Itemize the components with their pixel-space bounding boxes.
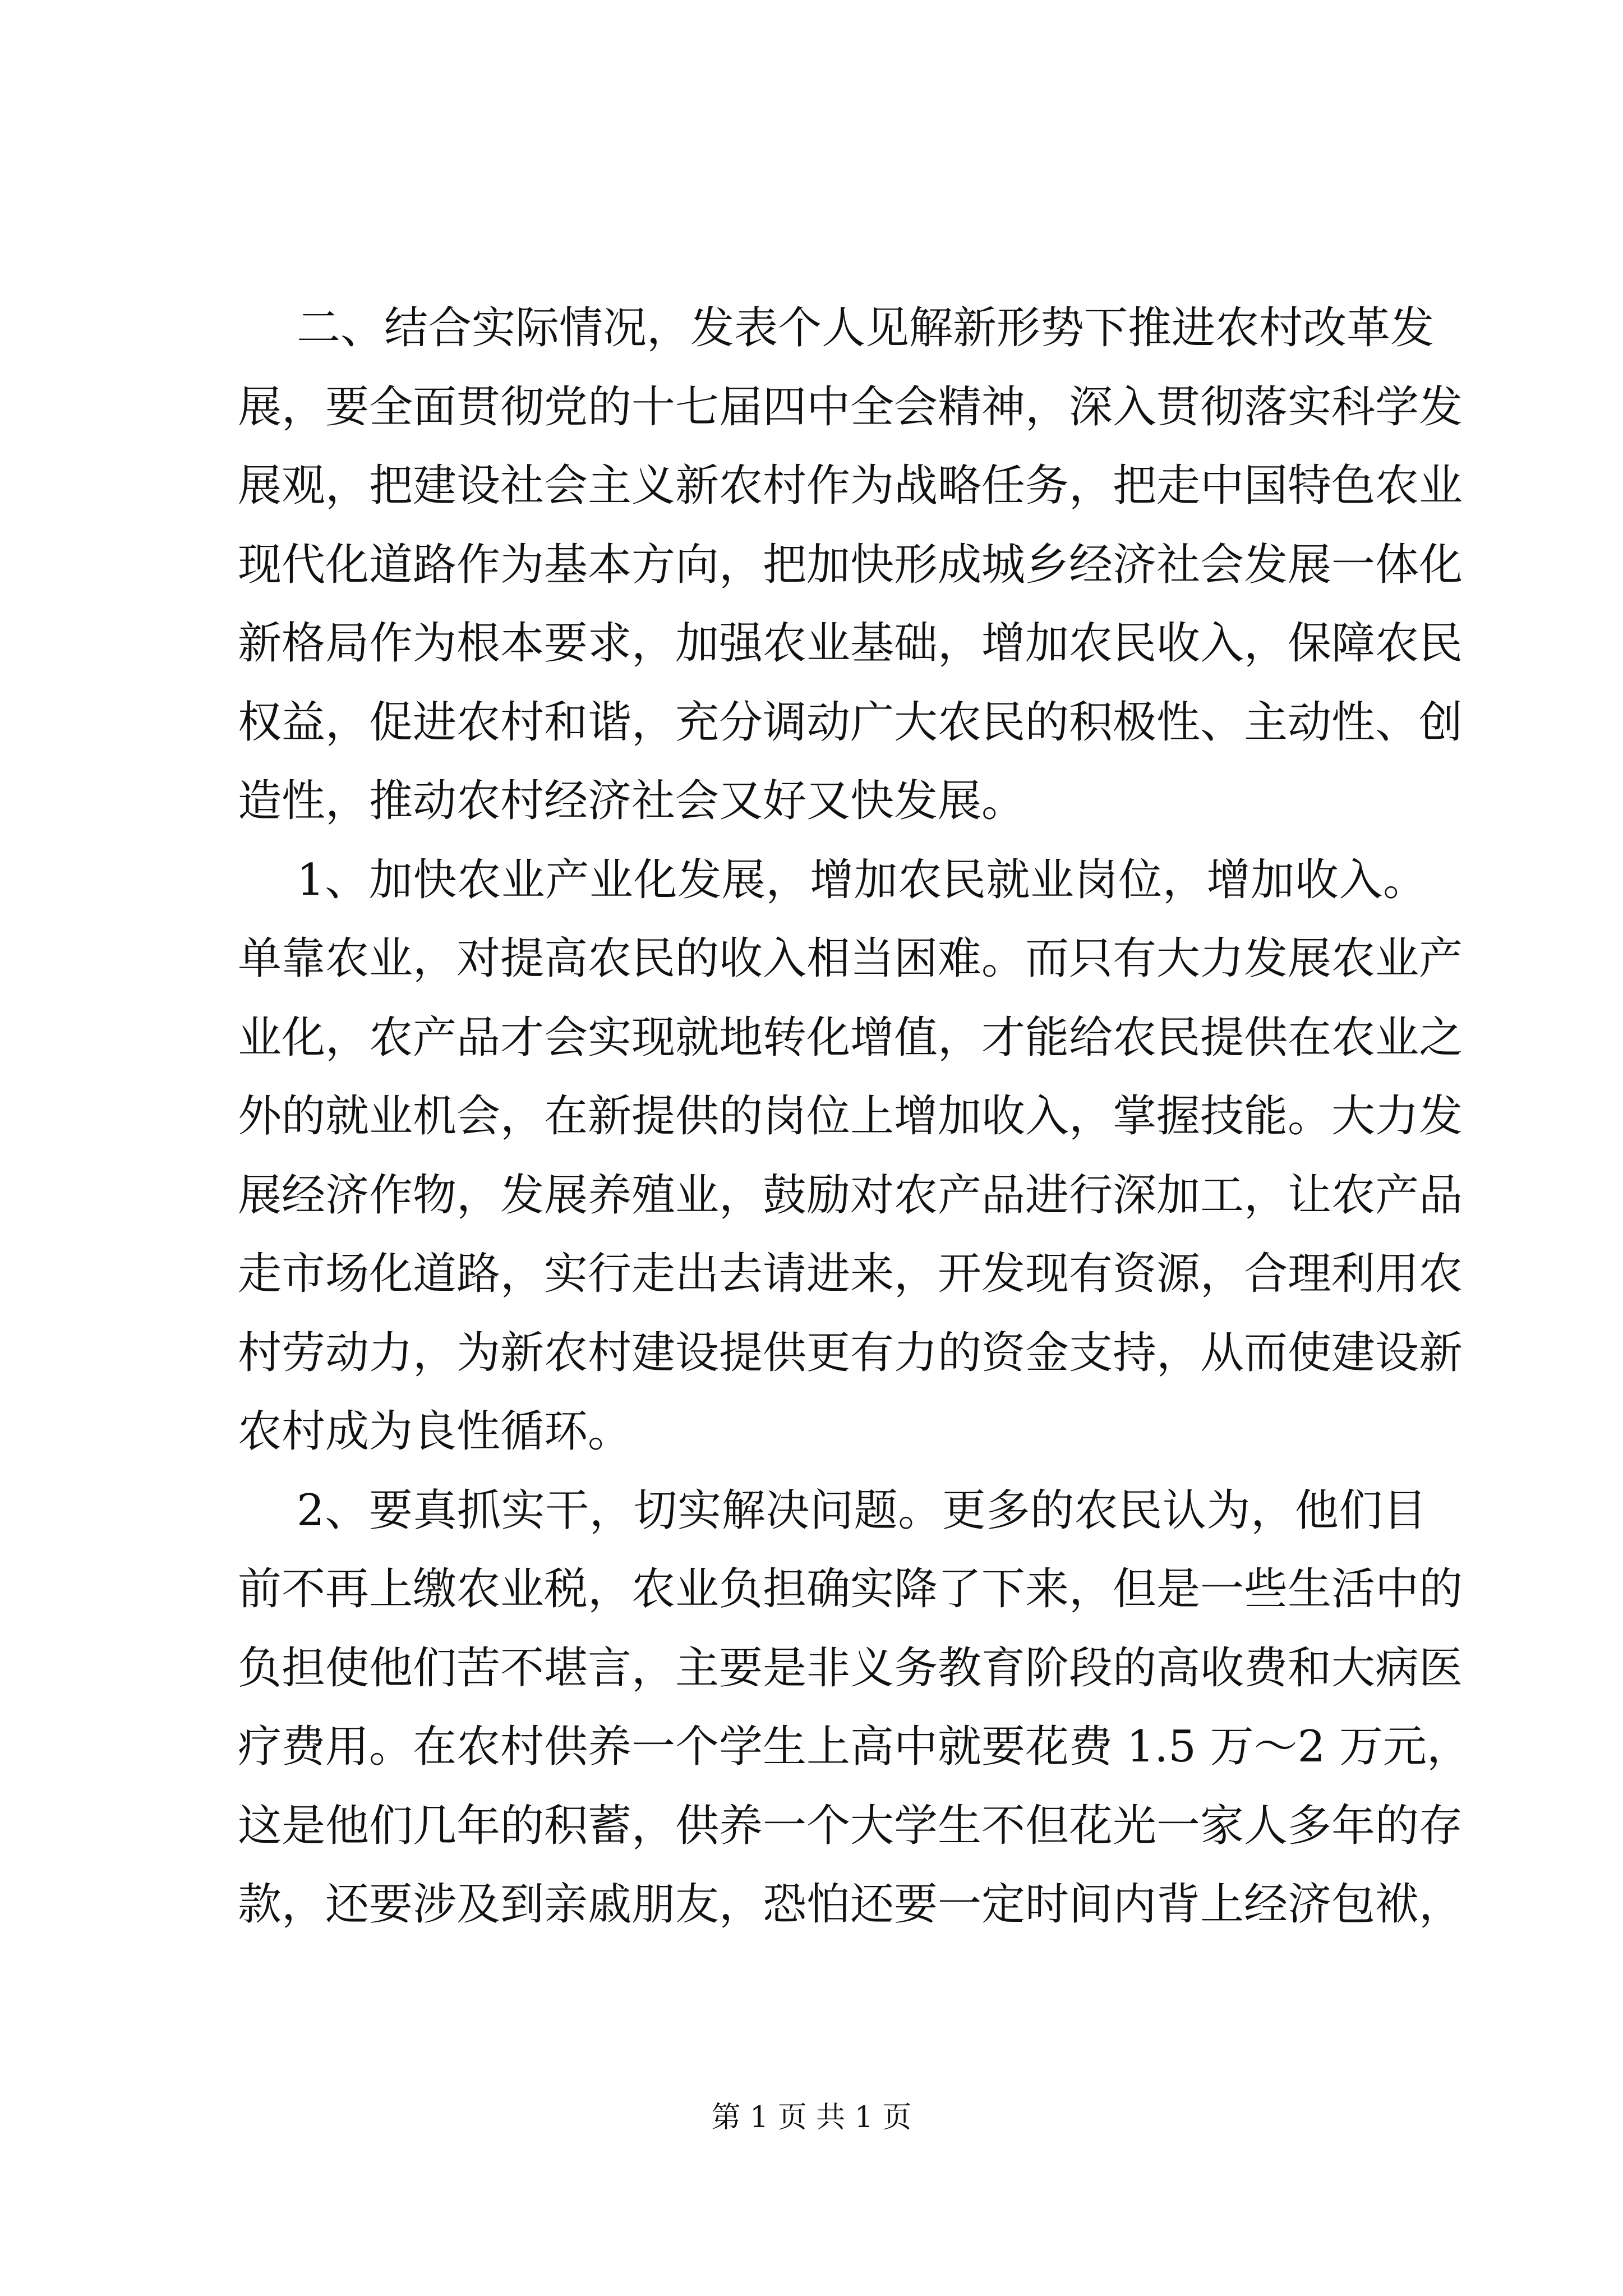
text-line: 展经济作物，发展养殖业，鼓励对农产品进行深加工，让农产品 (238, 1170, 1463, 1221)
paragraph-1 (238, 289, 1463, 841)
text-line: 前不再上缴农业税，农业负担确实降了下来，但是一些生活中的 (238, 1564, 1463, 1614)
text-line: 单靠农业，对提高农民的收入相当困难。而只有大力发展农业产 (238, 933, 1463, 984)
paragraph-2 (238, 841, 1463, 1471)
text-line: 负担使他们苦不堪言，主要是非义务教育阶段的高收费和大病医 (238, 1642, 1463, 1694)
paragraph-3 (238, 1471, 1471, 1944)
text-line: 村劳动力，为新农村建设提供更有力的资金支持，从而使建设新 (238, 1327, 1463, 1378)
text-line: 款，还要涉及到亲戚朋友，恐怕还要一定时间内背上经济包袱， (238, 1879, 1463, 1930)
text-line: 业化，农产品才会实现就地转化增值，才能给农民提供在农业之 (238, 1012, 1463, 1063)
text-line: 疗费用。在农村供养一个学生上高中就要花费 1.5 万～2 万元， (238, 1722, 1471, 1772)
text-line: 权益，促进农村和谐，充分调动广大农民的积极性、主动性、创 (238, 697, 1463, 748)
document-body (238, 289, 1471, 1944)
text-line: 造性，推动农村经济社会又好又快发展。 (238, 776, 1026, 826)
text-line: 这是他们几年的积蓄，供养一个大学生不但花光一家人多年的存 (238, 1800, 1463, 1851)
text-line: 1、加快农业产业化发展，增加农民就业岗位，增加收入。 (297, 854, 1427, 905)
text-line: 新格局作为根本要求，加强农业基础，增加农民收入，保障农民 (238, 618, 1463, 669)
text-line: 走市场化道路，实行走出去请进来，开发现有资源，合理利用农 (238, 1249, 1463, 1299)
text-line: 展，要全面贯彻党的十七届四中全会精神，深入贯彻落实科学发 (238, 381, 1463, 432)
text-line: 2、要真抓实干，切实解决问题。更多的农民认为，他们目 (297, 1485, 1427, 1536)
page-footer: 第 1 页 共 1 页 (711, 2101, 912, 2134)
text-line: 农村成为良性循环。 (238, 1406, 632, 1457)
text-line: 展观，把建设社会主义新农村作为战略任务，把走中国特色农业 (238, 461, 1463, 511)
text-line: 现代化道路作为基本方向，把加快形成城乡经济社会发展一体化 (238, 539, 1463, 590)
text-line: 外的就业机会，在新提供的岗位上增加收入，掌握技能。大力发 (238, 1091, 1463, 1142)
text-line: 二、结合实际情况，发表个人见解新形势下推进农村改革发 (297, 303, 1435, 353)
